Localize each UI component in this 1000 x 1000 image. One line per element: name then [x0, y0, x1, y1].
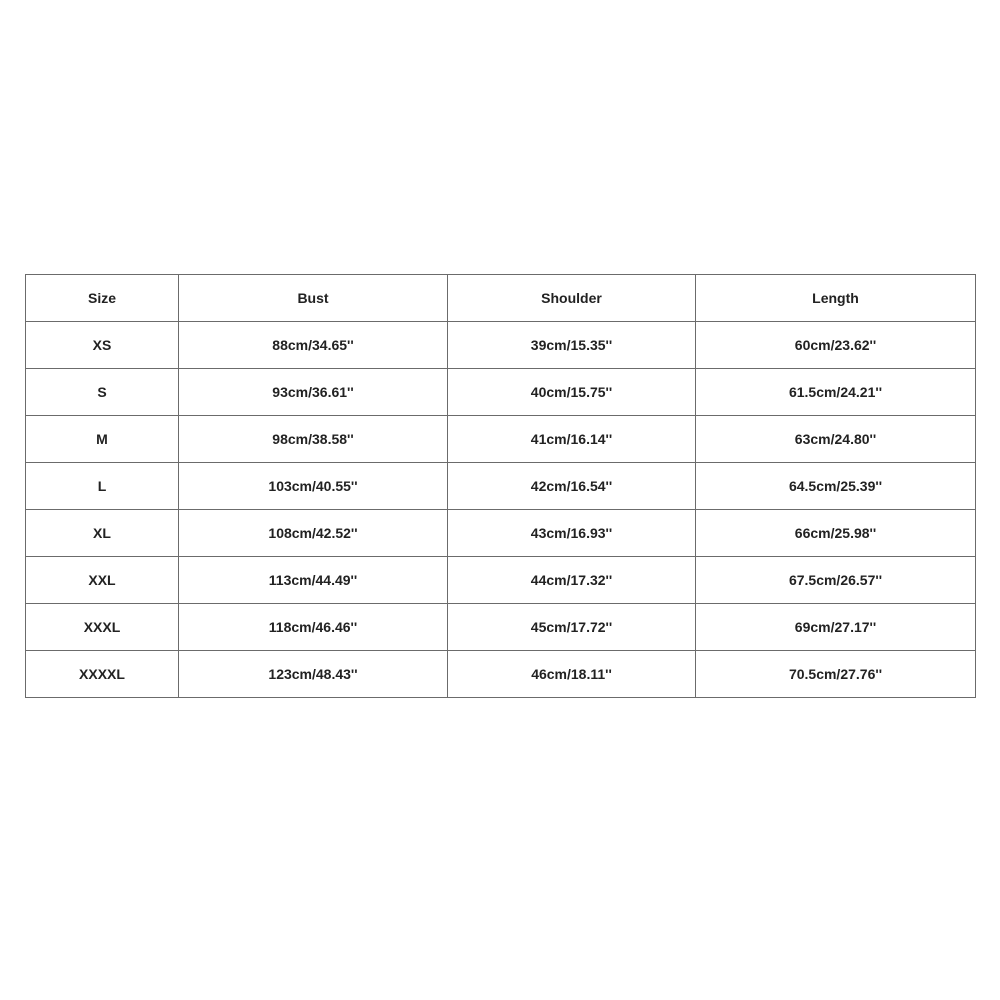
cell-shoulder: 43cm/16.93'' [448, 510, 696, 557]
cell-bust: 93cm/36.61'' [179, 369, 448, 416]
cell-length: 64.5cm/25.39'' [696, 463, 976, 510]
table-row [26, 416, 976, 463]
cell-size: S [26, 369, 179, 416]
cell-size: XL [26, 510, 179, 557]
cell-size: M [26, 416, 179, 463]
cell-bust: 123cm/48.43'' [179, 651, 448, 698]
cell-bust: 118cm/46.46'' [179, 604, 448, 651]
cell-length: 67.5cm/26.57'' [696, 557, 976, 604]
size-chart [25, 274, 975, 698]
header-bust: Bust [179, 275, 448, 322]
table-row [26, 510, 976, 557]
cell-length: 60cm/23.62'' [696, 322, 976, 369]
cell-bust: 98cm/38.58'' [179, 416, 448, 463]
table-row [26, 369, 976, 416]
cell-shoulder: 46cm/18.11'' [448, 651, 696, 698]
cell-size: XXXXL [26, 651, 179, 698]
cell-length: 69cm/27.17'' [696, 604, 976, 651]
cell-bust: 113cm/44.49'' [179, 557, 448, 604]
cell-shoulder: 42cm/16.54'' [448, 463, 696, 510]
table-row [26, 322, 976, 369]
cell-shoulder: 41cm/16.14'' [448, 416, 696, 463]
cell-size: XXL [26, 557, 179, 604]
size-table [25, 274, 976, 698]
header-length: Length [696, 275, 976, 322]
table-row [26, 651, 976, 698]
cell-shoulder: 39cm/15.35'' [448, 322, 696, 369]
table-row [26, 557, 976, 604]
header-shoulder: Shoulder [448, 275, 696, 322]
cell-bust: 108cm/42.52'' [179, 510, 448, 557]
cell-length: 61.5cm/24.21'' [696, 369, 976, 416]
cell-bust: 88cm/34.65'' [179, 322, 448, 369]
cell-shoulder: 45cm/17.72'' [448, 604, 696, 651]
cell-size: L [26, 463, 179, 510]
header-size: Size [26, 275, 179, 322]
cell-size: XXXL [26, 604, 179, 651]
table-row [26, 463, 976, 510]
cell-bust: 103cm/40.55'' [179, 463, 448, 510]
cell-length: 70.5cm/27.76'' [696, 651, 976, 698]
cell-size: XS [26, 322, 179, 369]
table-row [26, 604, 976, 651]
header-row [26, 275, 976, 322]
cell-length: 63cm/24.80'' [696, 416, 976, 463]
cell-shoulder: 44cm/17.32'' [448, 557, 696, 604]
cell-length: 66cm/25.98'' [696, 510, 976, 557]
cell-shoulder: 40cm/15.75'' [448, 369, 696, 416]
